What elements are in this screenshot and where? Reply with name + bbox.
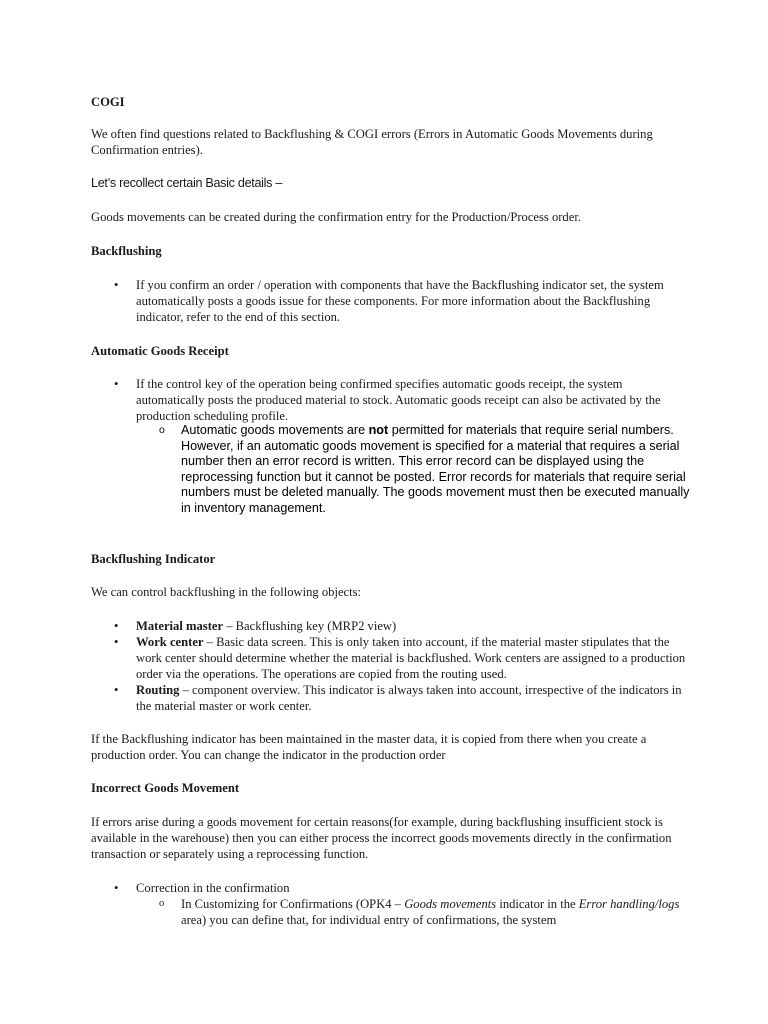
page-title: COGI [91,95,125,109]
backflushing-indicator-heading: Backflushing Indicator [91,552,216,566]
agr-list [91,376,691,424]
agr-sublist [91,423,691,517]
list-item: o In Customizing for Confirmations (OPK4 – Goods movements indicator in the Error handling/logs area) you can define that, for individual entry of confirmations, the system [91,896,691,928]
automatic-goods-receipt-heading: Automatic Goods Receipt [91,344,229,358]
recollect-line: Let’s recollect certain Basic details – [91,176,283,190]
list-item: • Work center – Basic data screen. This is only taken into account, if the material master stipulates that the work center should determine whether the material is backflushed. Work centers are assigned to a production order via the operations. The operations are copied from the routing used. [91,634,691,682]
list-item: • Material master – Backflushing key (MRP2 view) [91,618,691,634]
objects-list [91,618,691,714]
indicator-copied-paragraph: If the Backflushing indicator has been maintained in the master data, it is copied from there when you create a production order. You can change the indicator in the production order [91,732,647,762]
goods-movements-intro: Goods movements can be created during the confirmation entry for the Production/Process order. [91,210,581,224]
objects-intro: We can control backflushing in the following objects: [91,585,362,599]
list-item: • Correction in the confirmation [91,880,691,896]
list-item: • If the control key of the operation being confirmed specifies automatic goods receipt, the system automatically posts the produced material to stock. Automatic goods receipt can also be activated by the production scheduling profile. [91,376,691,424]
incorrect-goods-movement-heading: Incorrect Goods Movement [91,781,240,795]
list-item: • Routing – component overview. This indicator is always taken into account, irrespective of the indicators in the material master or work center. [91,682,691,714]
list-item: o Automatic goods movements are not permitted for materials that require serial numbers. However, if an automatic goods movement is specified for a material that requires a serial number then an error record is written. This error record can be displayed using the reprocessing function but it cannot be posted. Error records for materials that require serial numbers must be deleted manually. The goods movement must then be executed manually in inventory management. [91,423,691,517]
intro-paragraph: We often find questions related to Backflushing & COGI errors (Errors in Automatic Goods Movements during Confirmation entries). [91,127,653,157]
list-item: • If you confirm an order / operation with components that have the Backflushing indicator set, the system automatically posts a goods issue for these components. For more information about the Backflushing indicator, refer to the end of this section. [91,277,691,325]
backflushing-list [91,277,691,325]
incorrect-list [91,880,691,928]
incorrect-paragraph: If errors arise during a goods movement for certain reasons(for example, during backflushing insufficient stock is available in the warehouse) then you can either process the incorrect goods movements directly in the confirmation transaction or separately using a reprocessing function. [91,815,672,861]
backflushing-heading: Backflushing [91,244,162,258]
